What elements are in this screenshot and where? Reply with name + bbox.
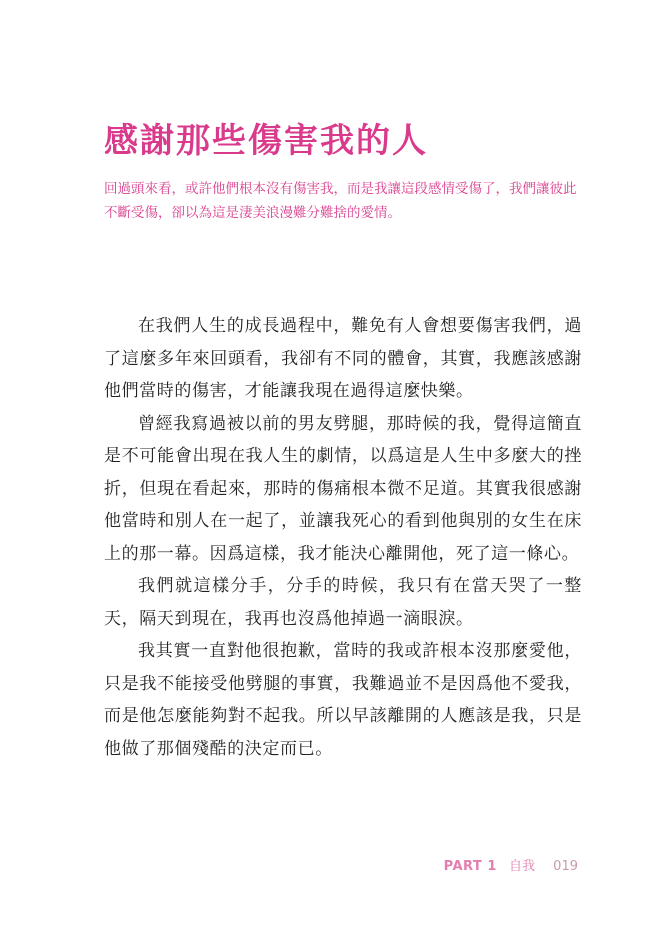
chapter-title: 感謝那些傷害我的人	[104, 121, 428, 161]
paragraph: 曾經我寫過被以前的男友劈腿，那時候的我，覺得這簡直是不可能會出現在我人生的劇情，以爲這是人生中多麼大的挫折，但現在看起來，那時的傷痛根本微不足道。其實我很感謝他當時和別人在一起了，並讓我死心的看到他與別的女生在床上的那一幕。因爲這樣，我才能決心離開他，死了這一條心。	[104, 413, 582, 564]
paragraph: 在我們人生的成長過程中，難免有人會想要傷害我們，過了這麼多年來回頭看，我卻有不同的體會，其實，我應該感謝他們當時的傷害，才能讓我現在過得這麼快樂。	[104, 316, 582, 401]
footer-part-label: PART 1	[443, 859, 497, 874]
paragraph: 我其實一直對他很抱歉，當時的我或許根本沒那麼愛他，只是我不能接受他劈腿的事實，我難過並不是因爲他不愛我，而是他怎麼能夠對不起我。所以早該離開的人應該是我，只是他做了那個殘酷的決定而已。	[104, 641, 582, 759]
body-text	[104, 310, 582, 765]
footer-section-label: 自我	[509, 859, 536, 874]
page-number: 019	[553, 859, 578, 874]
page-footer	[444, 855, 578, 874]
chapter-subtitle: 回過頭來看，或許他們根本沒有傷害我，而是我讓這段感情受傷了，我們讓彼此不斷受傷，卻以為這是淒美浪漫難分難捨的愛情。	[104, 181, 577, 221]
paragraph: 我們就這樣分手，分手的時候，我只有在當天哭了一整天，隔天到現在，我再也沒爲他掉過一滴眼淚。	[104, 576, 582, 629]
